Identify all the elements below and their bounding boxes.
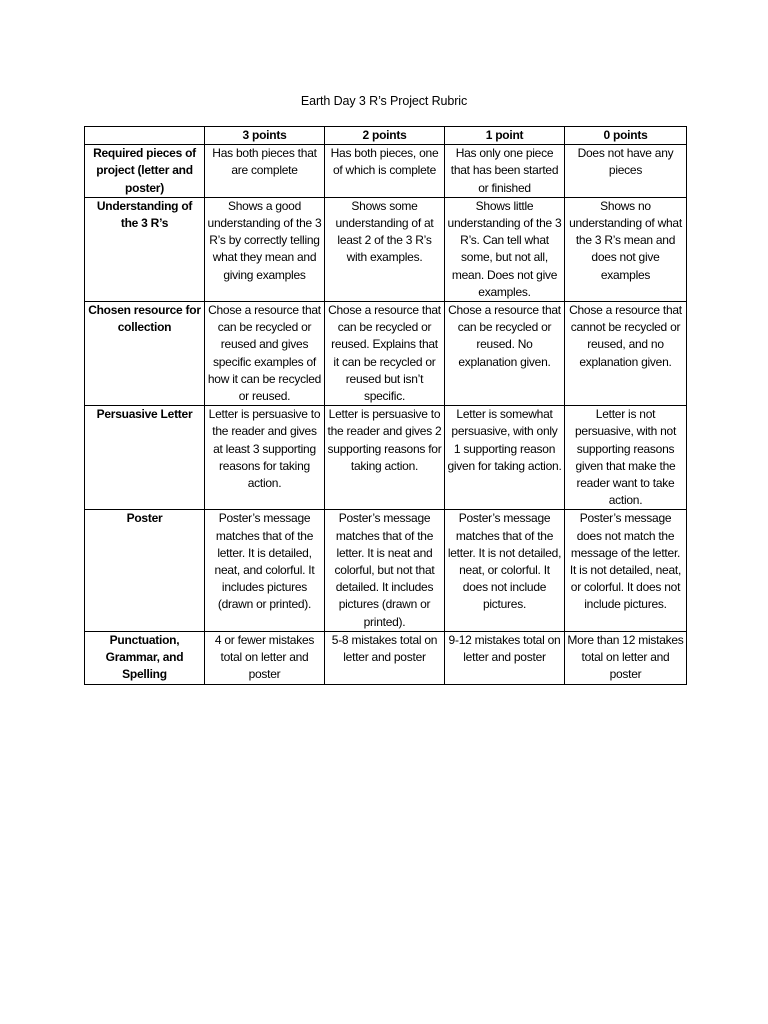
page-title: Earth Day 3 R’s Project Rubric [300,94,468,108]
score-cell: Chose a resource that cannot be recycled or reused, and no explanation given. [565,302,687,406]
header-cell-1-point: 1 point [445,127,565,145]
score-cell: Does not have any pieces [565,145,687,198]
score-cell: Poster’s message does not match the message of the letter. It is not detailed, neat, or colorful. It does not include pictures. [565,510,687,631]
score-cell: Letter is persuasive to the reader and gives at least 3 supporting reasons for taking action. [205,406,325,510]
criterion-cell: Poster [85,510,205,631]
score-cell: Poster’s message matches that of the letter. It is neat and colorful, but not that detailed. It includes pictures (drawn or printed). [325,510,445,631]
criterion-cell: Punctuation, Grammar, and Spelling [85,631,205,684]
score-cell: Has both pieces that are complete [205,145,325,198]
score-cell: Has both pieces, one of which is complete [325,145,445,198]
rubric-row-required-pieces [85,145,687,198]
criterion-cell: Persuasive Letter [85,406,205,510]
criterion-cell: Chosen resource for collection [85,302,205,406]
score-cell: Shows some understanding of at least 2 of the 3 R’s with examples. [325,197,445,301]
header-cell-0-points: 0 points [565,127,687,145]
score-cell: Chose a resource that can be recycled or reused. Explains that it can be recycled or reused but isn’t specific. [325,302,445,406]
score-cell: Letter is persuasive to the reader and gives 2 supporting reasons for taking action. [325,406,445,510]
criterion-cell: Understanding of the 3 R’s [85,197,205,301]
score-cell: More than 12 mistakes total on letter and poster [565,631,687,684]
criterion-cell: Required pieces of project (letter and poster) [85,145,205,198]
score-cell: 5-8 mistakes total on letter and poster [325,631,445,684]
header-row [85,127,687,145]
score-cell: Poster’s message matches that of the letter. It is not detailed, neat, or colorful. It does not include pictures. [445,510,565,631]
rubric-row-persuasive-letter [85,406,687,510]
score-cell: 4 or fewer mistakes total on letter and poster [205,631,325,684]
rubric-row-poster [85,510,687,631]
score-cell: Letter is somewhat persuasive, with only 1 supporting reason given for taking action. [445,406,565,510]
score-cell: Shows a good understanding of the 3 R’s by correctly telling what they mean and giving examples [205,197,325,301]
rubric-table [84,126,687,685]
rubric-row-chosen-resource [85,302,687,406]
score-cell: Chose a resource that can be recycled or reused and gives specific examples of how it can be recycled or reused. [205,302,325,406]
score-cell: Poster’s message matches that of the letter. It is detailed, neat, and colorful. It includes pictures (drawn or printed). [205,510,325,631]
header-cell-empty [85,127,205,145]
score-cell: 9-12 mistakes total on letter and poster [445,631,565,684]
header-cell-3-points: 3 points [205,127,325,145]
score-cell: Chose a resource that can be recycled or reused. No explanation given. [445,302,565,406]
score-cell: Has only one piece that has been started or finished [445,145,565,198]
score-cell: Shows no understanding of what the 3 R’s mean and does not give examples [565,197,687,301]
score-cell: Letter is not persuasive, with not supporting reasons given that make the reader want to take action. [565,406,687,510]
score-cell: Shows little understanding of the 3 R’s. Can tell what some, but not all, mean. Does not give examples. [445,197,565,301]
rubric-row-understanding [85,197,687,301]
rubric-row-punctuation [85,631,687,684]
header-cell-2-points: 2 points [325,127,445,145]
